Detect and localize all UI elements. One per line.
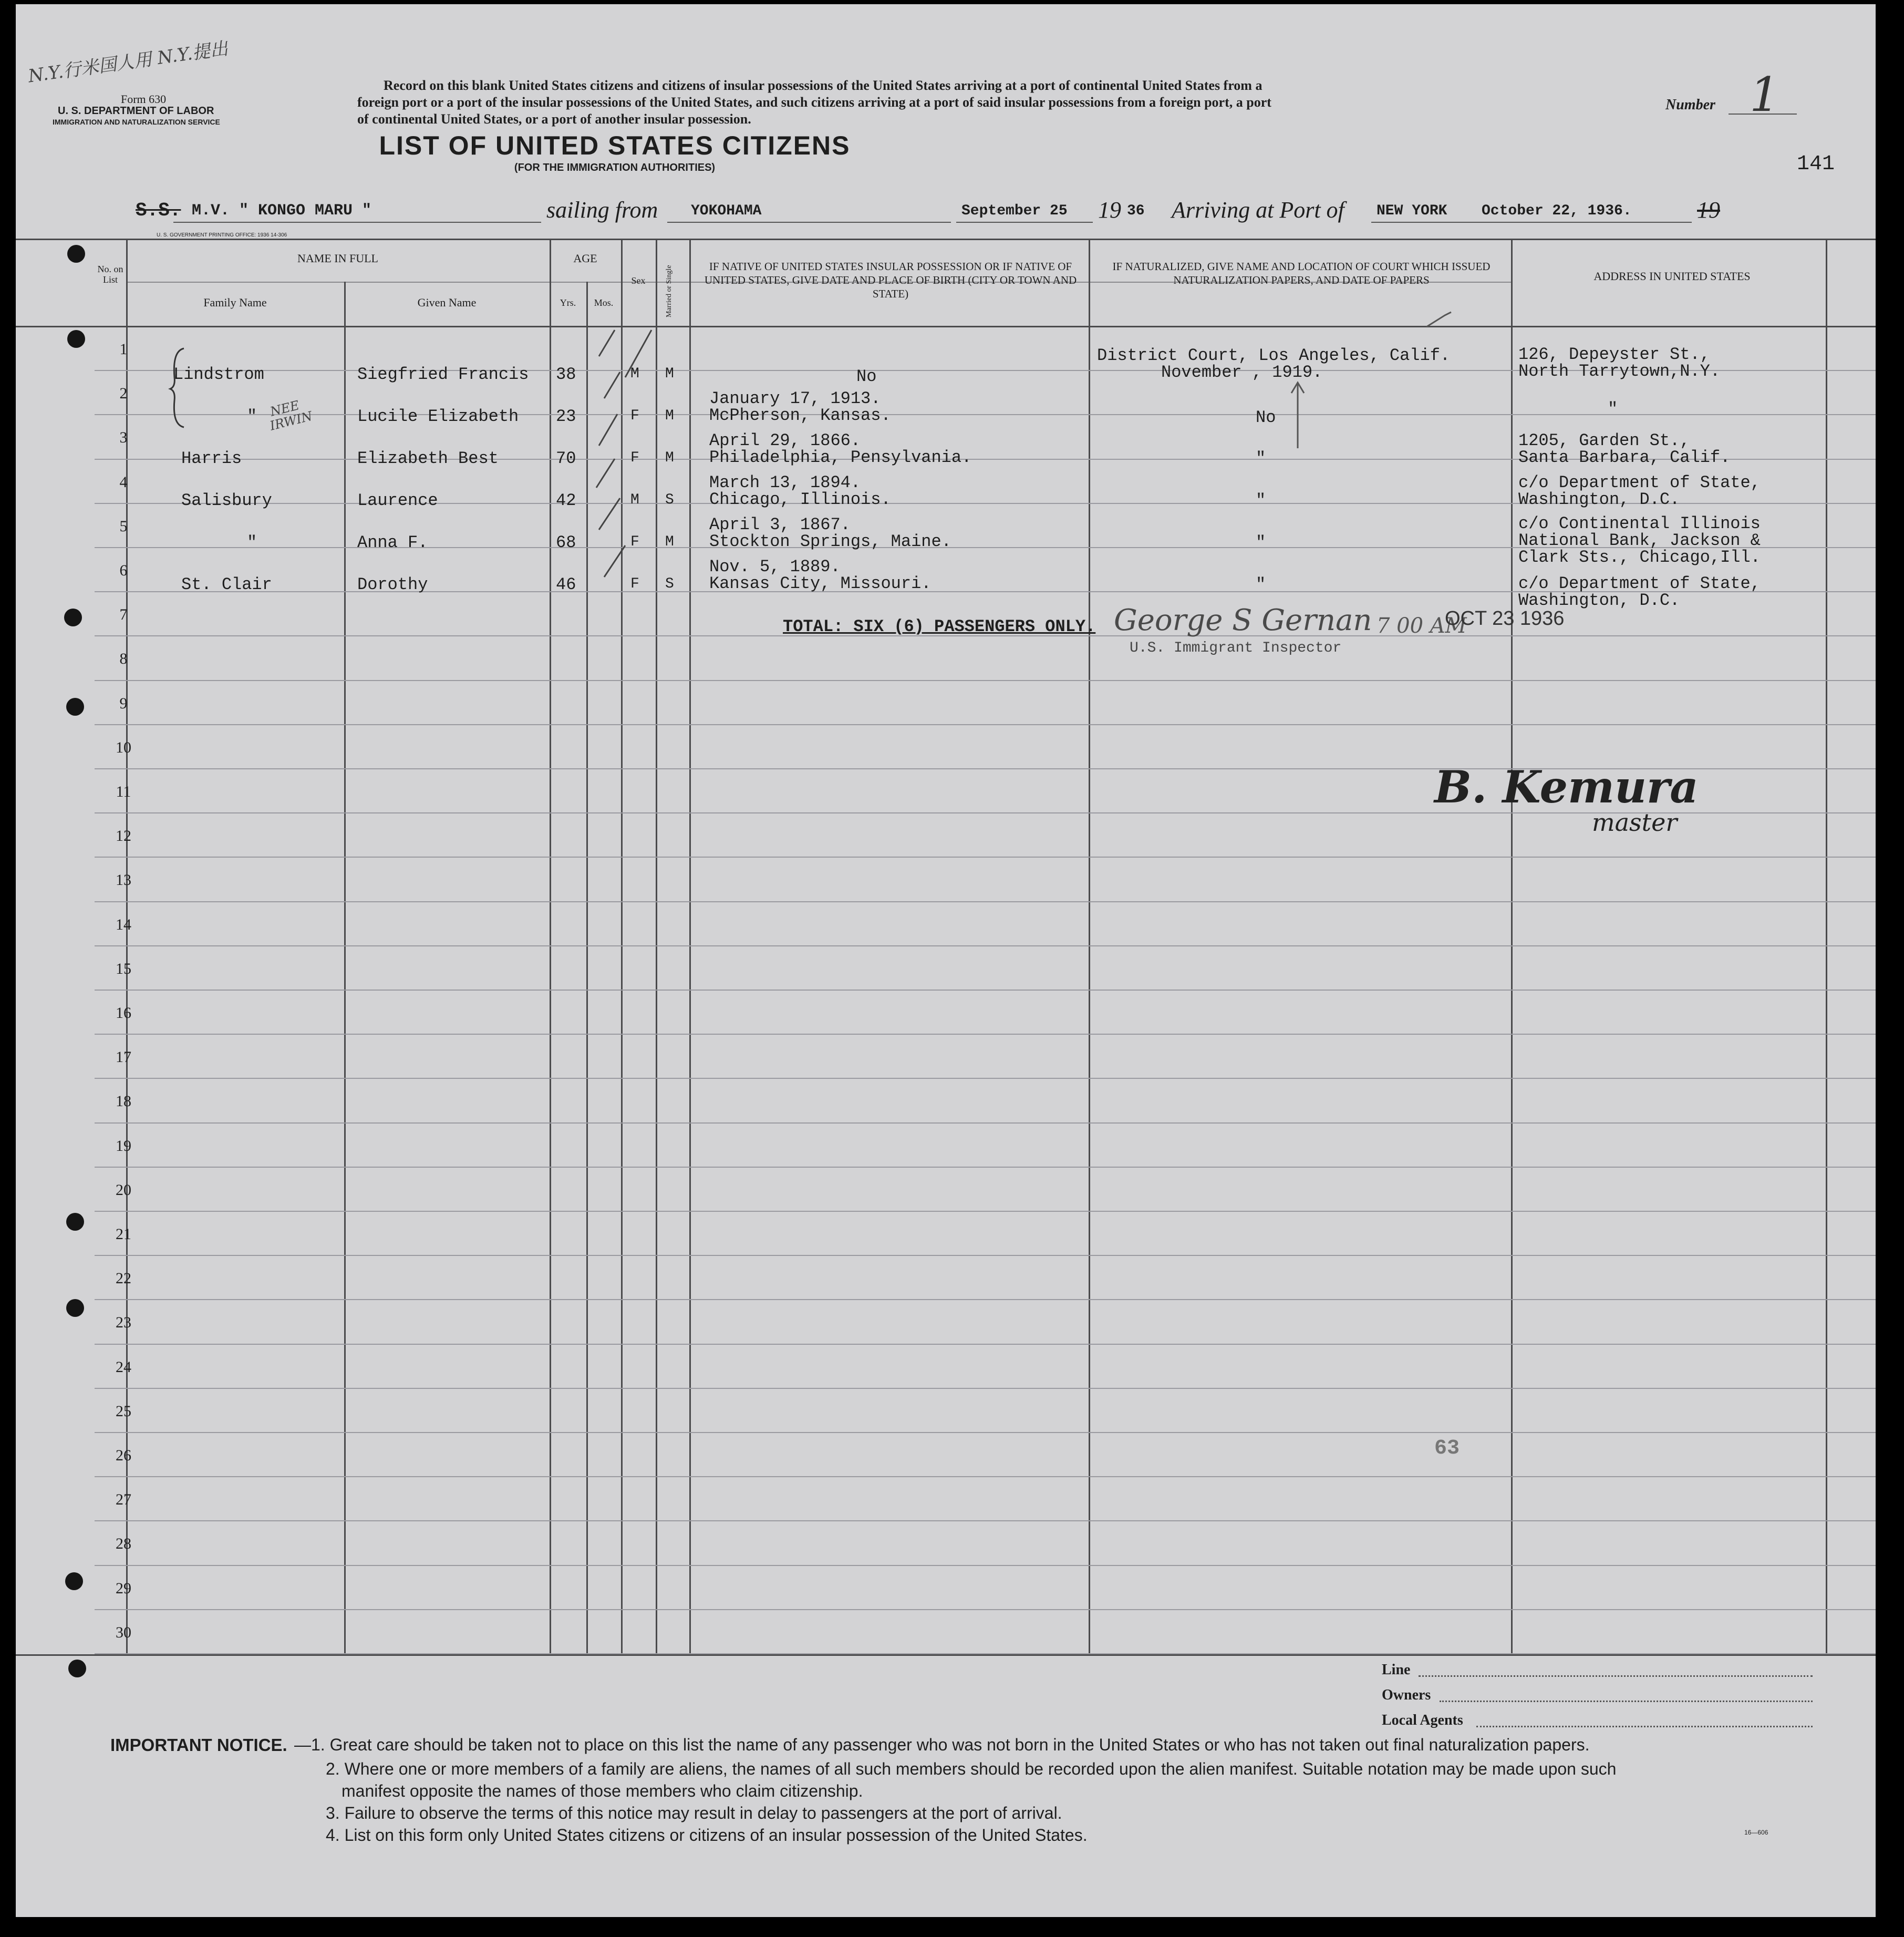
row-number: 2: [119, 385, 128, 402]
naturalized-line-2: ": [1256, 491, 1266, 510]
address-line-1: c/o Department of State,: [1518, 574, 1761, 593]
family-name: Lindstrom: [173, 365, 264, 384]
row-rule: [95, 1299, 1876, 1300]
marital-status: M: [665, 408, 674, 424]
footer-local-agents-label: Local Agents: [1382, 1712, 1463, 1728]
row-number: 22: [116, 1270, 131, 1287]
row-rule: [95, 901, 1876, 902]
page-subtitle: (FOR THE IMMIGRATION AUTHORITIES): [514, 162, 716, 173]
row-number: 24: [116, 1358, 131, 1376]
date-from: September 25: [961, 203, 1068, 219]
sex: F: [630, 534, 639, 550]
header-naturalized: IF NATURALIZED, GIVE NAME AND LOCATION OF COURT WHICH ISSUED NATURALIZATION PAPERS, AND DATE OF PAPERS: [1112, 260, 1491, 286]
row-rule: [95, 1167, 1876, 1168]
row-number: 15: [116, 960, 131, 977]
punch-hole: [67, 245, 85, 263]
birth-line-1: January 17, 1913.: [709, 389, 881, 408]
row-rule: [95, 1520, 1876, 1521]
row-rule: [95, 1122, 1876, 1124]
row-number: 10: [116, 739, 131, 756]
punch-hole: [64, 609, 82, 626]
row-rule: [95, 1609, 1876, 1610]
department: U. S. DEPARTMENT OF LABOR: [58, 105, 214, 117]
row-number: 16: [116, 1004, 131, 1022]
row-number: 13: [116, 871, 131, 889]
total-passengers: TOTAL: SIX (6) PASSENGERS ONLY.: [783, 617, 1096, 636]
sex: F: [630, 450, 639, 466]
row-rule: [95, 945, 1876, 946]
address-line-2: Washington, D.C.: [1518, 591, 1680, 610]
age-check-marks: [588, 320, 662, 593]
header-native-insular: IF NATIVE OF UNITED STATES INSULAR POSSESSION OR IF NATIVE OF UNITED STATES, GIVE DATE AND PLACE OF BIRTH (CITY OR TOWN AND STATE): [704, 260, 1077, 300]
given-name: Dorothy: [357, 575, 428, 594]
sex: F: [630, 408, 639, 424]
arrow-mark: [1287, 377, 1308, 451]
birth-line-2: Kansas City, Missouri.: [709, 574, 932, 593]
row-number: 29: [116, 1580, 131, 1597]
row-number: 27: [116, 1491, 131, 1508]
age-years: 23: [556, 407, 576, 426]
punch-hole: [66, 1213, 84, 1231]
nee-note: NEE IRWIN: [268, 398, 314, 434]
notice-item-2b: manifest opposite the names of those members who claim citizenship.: [342, 1781, 863, 1800]
tick-mark: [1424, 311, 1455, 332]
row-rule: [95, 857, 1876, 858]
punch-hole: [67, 330, 85, 348]
given-name: Siegfried Francis: [357, 365, 529, 384]
page-title: LIST OF UNITED STATES CITIZENS: [379, 131, 851, 160]
family-name: Harris: [181, 449, 242, 468]
row-number: 9: [119, 695, 128, 712]
row-rule: [95, 1255, 1876, 1256]
address-line-1: 1205, Garden St.,: [1518, 431, 1690, 450]
birth-line-2: McPherson, Kansas.: [709, 406, 891, 425]
master-label: master: [1592, 808, 1678, 837]
instruction-line-1: Record on this blank United States citizens and citizens of insular possessions of the United States arriving at a port of continental United States from a: [384, 78, 1263, 93]
address-line-1: c/o Continental Illinois: [1518, 514, 1761, 533]
notice-item-3: 3. Failure to observe the terms of this notice may result in delay to passengers at the port of arrival.: [326, 1804, 1062, 1822]
sex: M: [630, 492, 639, 508]
marital-status: M: [665, 366, 674, 382]
instruction-line-3: of continental United States, or a port of another insular possession.: [357, 111, 751, 127]
row-rule: [95, 1344, 1876, 1345]
given-name: Elizabeth Best: [357, 449, 499, 468]
year-prefix: 19: [1098, 197, 1121, 223]
header-sex: Sex: [631, 275, 646, 286]
header-given-name: Given Name: [417, 296, 477, 309]
inspector-signature: George S Gernan: [1114, 603, 1372, 637]
naturalized-line-2: ": [1256, 449, 1266, 468]
sex: F: [630, 576, 639, 592]
family-name: ": [247, 407, 257, 426]
address-line-2: ": [1608, 399, 1618, 419]
row-number: 19: [116, 1137, 131, 1155]
time-note: 7 00 AM: [1377, 614, 1467, 638]
punch-hole: [66, 1299, 84, 1317]
given-name: Lucile Elizabeth: [357, 407, 519, 426]
printer-line: U. S. GOVERNMENT PRINTING OFFICE: 1936 14-306: [157, 232, 287, 238]
naturalized-line-2: ": [1256, 533, 1266, 552]
row-rule: [95, 1388, 1876, 1389]
row-number: 28: [116, 1535, 131, 1552]
birth-line-1: March 13, 1894.: [709, 473, 861, 492]
row-number: 21: [116, 1225, 131, 1243]
row-rule: [95, 1653, 1876, 1654]
row-number: 5: [119, 518, 128, 535]
row-rule: [95, 1078, 1876, 1079]
sex: M: [630, 366, 639, 382]
trailing-year: 19: [1697, 197, 1720, 223]
family-bracket: [168, 346, 189, 430]
header-name-in-full: NAME IN FULL: [297, 252, 378, 265]
header-mos: Mos.: [594, 297, 614, 308]
year-suffix: 36: [1127, 203, 1145, 219]
row-number: 30: [116, 1624, 131, 1641]
header-no-on-list: No. on List: [97, 264, 123, 285]
notice-item-4: 4. List on this form only United States citizens or citizens of an insular possession of the United States.: [326, 1826, 1088, 1845]
row-number: 3: [119, 429, 128, 446]
family-name: ": [247, 533, 257, 552]
age-years: 68: [556, 533, 576, 552]
address-line-1: 126, Depeyster St.,: [1518, 345, 1710, 364]
marital-status: S: [665, 492, 674, 508]
naturalized-line-2: ": [1256, 575, 1266, 594]
row-number: 8: [119, 650, 128, 667]
address-line-3: Clark Sts., Chicago,Ill.: [1518, 548, 1761, 567]
inspector-title: U.S. Immigrant Inspector: [1130, 640, 1342, 656]
address-line-2: Santa Barbara, Calif.: [1518, 448, 1731, 467]
date-to: October 22, 1936.: [1482, 203, 1632, 219]
master-signature: B. Kemura: [1434, 761, 1699, 813]
row-number: 14: [116, 916, 131, 933]
manifest-sheet: [16, 4, 1876, 1917]
arriving-label: Arriving at Port of: [1172, 197, 1344, 223]
vessel-prefix: S.S.: [136, 200, 181, 221]
address-line-2: North Tarrytown,N.Y.: [1518, 362, 1721, 381]
form-number: Form 630: [121, 92, 167, 106]
family-name: Salisbury: [181, 491, 272, 510]
row-number: 26: [116, 1447, 131, 1464]
birth-line-2: Philadelphia, Pensylvania.: [709, 448, 972, 467]
birth-line-1: April 29, 1866.: [709, 431, 861, 450]
birth-line-2: Chicago, Illinois.: [709, 490, 891, 509]
age-years: 42: [556, 491, 576, 510]
row-number: 7: [119, 606, 128, 623]
row-number: 25: [116, 1403, 131, 1420]
address-line-2: Washington, D.C.: [1518, 490, 1680, 509]
row-rule: [95, 1476, 1876, 1477]
row-number: 20: [116, 1181, 131, 1199]
age-years: 46: [556, 575, 576, 594]
ship-name: M.V. " KONGO MARU ": [192, 202, 372, 220]
stamp-number: 63: [1434, 1437, 1460, 1460]
address-line-1: c/o Department of State,: [1518, 473, 1761, 492]
footer-line-label: Line: [1382, 1662, 1411, 1678]
instruction-line-2: foreign port or a port of the insular possessions of the United States, and such citizens arriving at a port of said insular possessions from a foreign port, a port: [357, 95, 1271, 110]
page-number: 141: [1797, 152, 1835, 176]
marital-status: M: [665, 534, 674, 550]
row-rule: [95, 990, 1876, 991]
naturalized-line-1: District Court, Los Angeles, Calif.: [1097, 346, 1451, 365]
address-line-2: National Bank, Jackson &: [1518, 531, 1761, 550]
number-label: Number: [1665, 97, 1715, 113]
punch-hole: [66, 698, 84, 716]
birth-line-1: Nov. 5, 1889.: [709, 557, 841, 576]
header-family-name: Family Name: [203, 296, 267, 309]
row-rule: [95, 1432, 1876, 1433]
margin-note: N.Y.行米国人用 N.Y.提出: [27, 38, 230, 87]
row-rule: [95, 1565, 1876, 1566]
header-married-single: Married or Single: [665, 265, 673, 317]
age-years: 38: [556, 365, 576, 384]
row-number: 23: [116, 1314, 131, 1331]
family-name: St. Clair: [181, 575, 272, 594]
row-number: 12: [116, 827, 131, 844]
row-rule: [95, 680, 1876, 681]
row-number: 6: [119, 562, 128, 579]
port-from: YOKOHAMA: [691, 203, 762, 219]
sailing-label: sailing from: [546, 197, 658, 223]
age-years: 70: [556, 449, 576, 468]
naturalized-line-2: November , 1919.: [1161, 363, 1323, 382]
notice-label: IMPORTANT NOTICE.: [110, 1735, 287, 1755]
number-value: 1: [1750, 67, 1780, 122]
footer-owners-label: Owners: [1382, 1687, 1431, 1703]
birth-line-2: Stockton Springs, Maine.: [709, 532, 951, 551]
birth-line-1: April 3, 1867.: [709, 515, 851, 534]
row-rule: [95, 724, 1876, 725]
footer-code: 16—606: [1744, 1829, 1768, 1836]
birth-line-2: No: [856, 367, 877, 386]
header-yrs: Yrs.: [560, 297, 576, 308]
row-number: 4: [119, 473, 128, 491]
notice-item-1: —1. Great care should be taken not to place on this list the name of any passenger who was not born in the United States or who has not taken out final naturalization papers.: [294, 1735, 1590, 1754]
punch-hole: [65, 1572, 83, 1590]
service: IMMIGRATION AND NATURALIZATION SERVICE: [53, 118, 220, 126]
given-name: Anna F.: [357, 533, 428, 552]
row-number: 17: [116, 1048, 131, 1066]
received-stamp: OCT 23 1936: [1445, 607, 1565, 630]
punch-hole: [68, 1660, 86, 1677]
given-name: Laurence: [357, 491, 438, 510]
row-number: 1: [119, 341, 128, 358]
header-address: ADDRESS IN UNITED STATES: [1593, 270, 1751, 283]
row-rule: [95, 1211, 1876, 1212]
row-number: 11: [116, 783, 131, 800]
naturalized-line-2: No: [1256, 408, 1276, 427]
marital-status: M: [665, 450, 674, 466]
notice-item-2a: 2. Where one or more members of a family are aliens, the names of all such members should be recorded upon the alien manifest. Suitable notation may be made upon such: [326, 1759, 1617, 1778]
port-to: NEW YORK: [1377, 203, 1447, 219]
row-rule: [95, 1034, 1876, 1035]
header-age: AGE: [573, 252, 597, 265]
marital-status: S: [665, 576, 674, 592]
row-number: 18: [116, 1093, 131, 1110]
